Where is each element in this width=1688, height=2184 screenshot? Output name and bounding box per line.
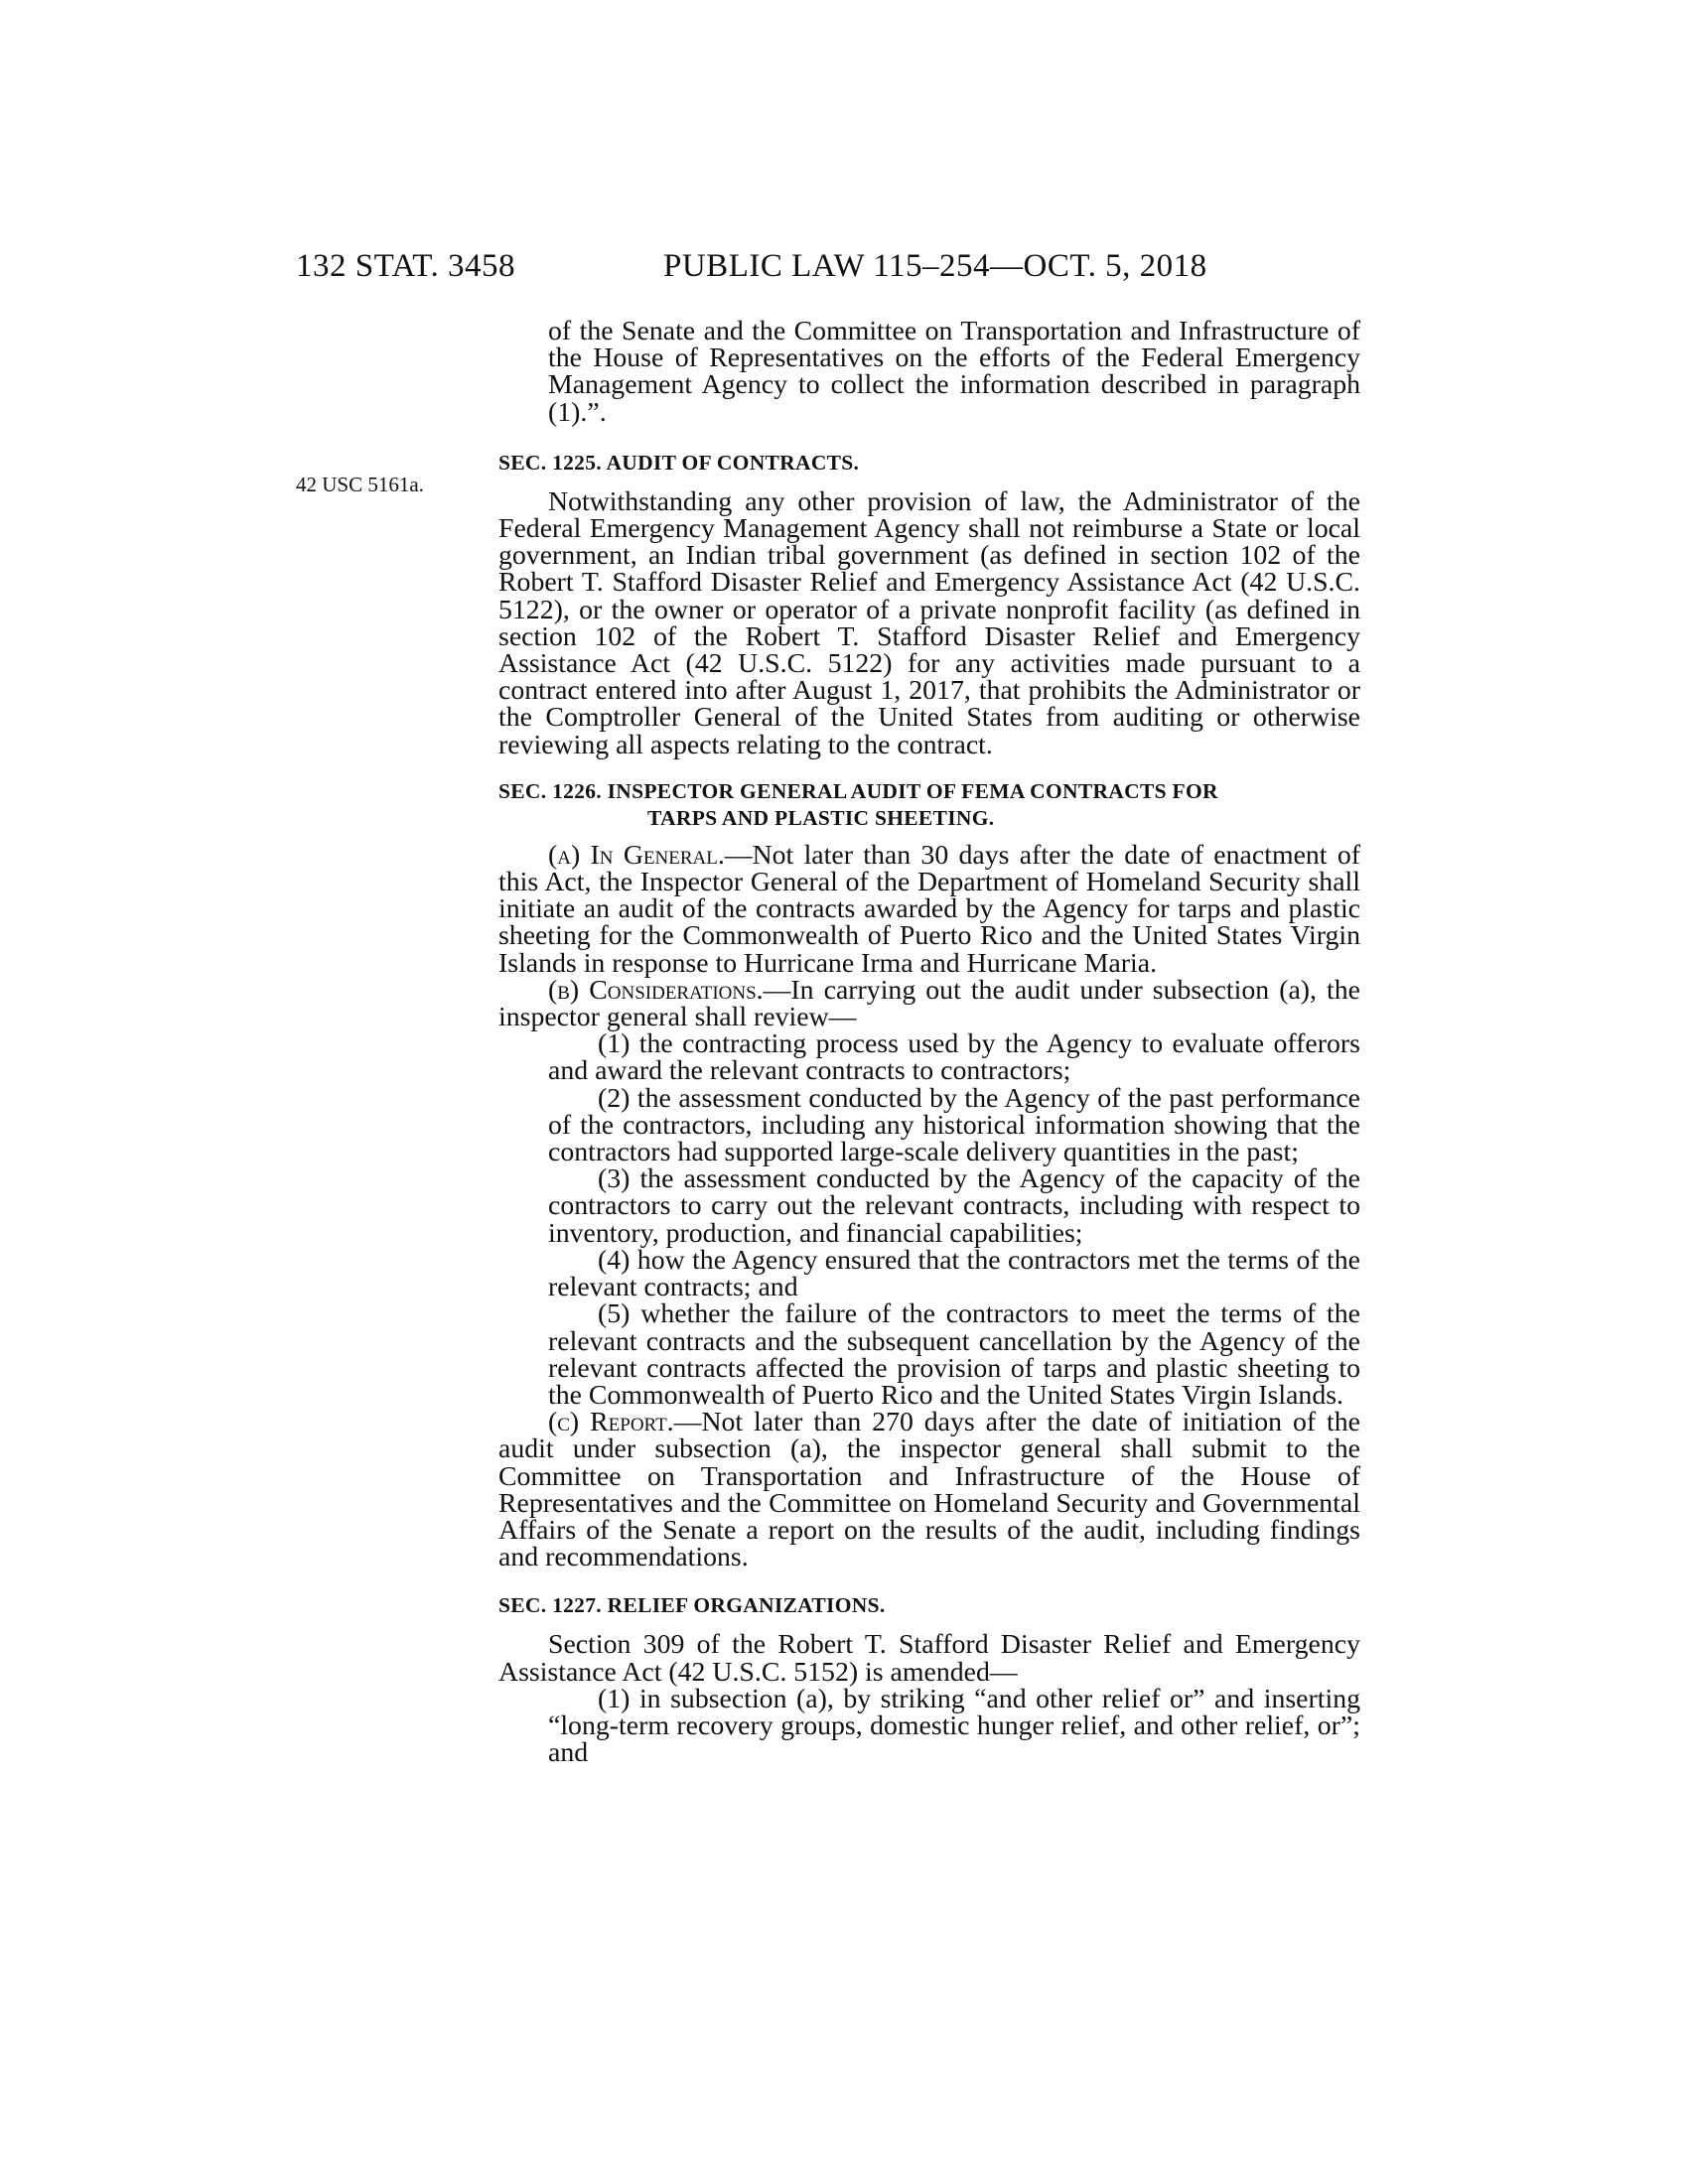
list-item: (4) how the Agency ensured that the contractors met the terms of the relevant contracts; and bbox=[548, 1244, 1360, 1303]
list-item: (5) whether the failure of the contractors to meet the terms of the relevant contracts and the subsequent cancellation by the Agency of the relevant contracts affected the provision of tarps and plastic sheeting to the Commonwealth of Puerto Rico and the United States Virgin Islands. bbox=[548, 1298, 1360, 1411]
margin-note-usc: 42 USC 5161a. bbox=[296, 473, 424, 496]
list-item: (1) in subsection (a), by striking “and other relief or” and inserting “long-term recovery groups, domestic hunger relief, and other relief, or”; and bbox=[548, 1683, 1360, 1769]
section-1225-body: Notwithstanding any other provision of law, the Administrator of the Federal Emergency Management Agency shall not reimburse a State or local government, an Indian tribal government (as defined in section 102 of the Robert T. Stafford Disaster Relief and Emergency Assistance Act (42 U.S.C. 5122), or the owner or operator of a private nonprofit facility (as defined in section 102 of the Robert T. Stafford Disaster Relief and Emergency Assistance Act (42 U.S.C. 5122) for any activities made pursuant to a contract entered into after August 1, 2017, that prohibits the Administrator or the Comptroller General of the United States from auditing or otherwise reviewing all aspects relating to the contract. bbox=[498, 485, 1360, 760]
continuation-paragraph: of the Senate and the Committee on Transportation and Infrastructure of the House of Representatives on the efforts of the Federal Emergency Management Agency to collect the information described in paragraph (1).”. bbox=[548, 316, 1360, 428]
subsection-a-text: —Not later than 30 days after the date of enactment of this Act, the Inspector General of the Department of Homeland Security shall initiate an audit of the contracts awarded by the Agency for tarps and plastic sheeting for the Commonwealth of Puerto Rico and the United States Virgin Islands in response to Hurricane Irma and Hurricane Maria. bbox=[498, 839, 1360, 979]
section-1226-heading-line1: SEC. 1226. INSPECTOR GENERAL AUDIT OF FEMA CONTRACTS FOR bbox=[498, 778, 1218, 803]
subsection-b-text: —In carrying out the audit under subsection (a), the inspector general shall review— bbox=[498, 974, 1360, 1033]
subsection-b bbox=[498, 974, 1360, 1033]
list-item: (2) the assessment conducted by the Agency of the past performance of the contractors, including any historical information showing that the contractors had supported large-scale delivery quantities in the past; bbox=[548, 1082, 1360, 1168]
subsection-c-label: (c) Report. bbox=[548, 1407, 674, 1438]
subsection-a bbox=[498, 839, 1360, 979]
subsection-a-label: (a) In General. bbox=[548, 839, 725, 871]
law-reference: PUBLIC LAW 115–254—OCT. 5, 2018 bbox=[663, 248, 1207, 284]
stat-reference: 132 STAT. 3458 bbox=[296, 248, 516, 284]
subsection-c-text: —Not later than 270 days after the date of initiation of the audit under subsection (a), the inspector general shall submit to the Committee on Transportation and Infrastructure of the House of Representatives and the Committee on Homeland Security and Governmental Affairs of the Senate a report on the results of the audit, including findings and recommendations. bbox=[498, 1407, 1360, 1573]
main-column bbox=[498, 316, 1360, 1769]
subsection-b-label: (b) Considerations. bbox=[548, 974, 764, 1006]
list-item: (3) the assessment conducted by the Agency of the capacity of the contractors to carry out the relevant contracts, including with respect to inventory, production, and financial capabilities; bbox=[548, 1163, 1360, 1249]
subsection-c bbox=[498, 1407, 1360, 1573]
section-1227-intro: Section 309 of the Robert T. Stafford Disaster Relief and Emergency Assistance Act (42 U.S.C. 5152) is amended— bbox=[498, 1629, 1360, 1688]
section-1226-heading-line2: TARPS AND PLASTIC SHEETING. bbox=[647, 805, 995, 830]
section-1226-heading bbox=[498, 778, 1360, 832]
section-1225-heading: SEC. 1225. AUDIT OF CONTRACTS. bbox=[498, 450, 860, 475]
section-1227-heading: SEC. 1227. RELIEF ORGANIZATIONS. bbox=[498, 1593, 886, 1618]
list-item: (1) the contracting process used by the Agency to evaluate offerors and award the relevant contracts to contractors; bbox=[548, 1028, 1360, 1087]
